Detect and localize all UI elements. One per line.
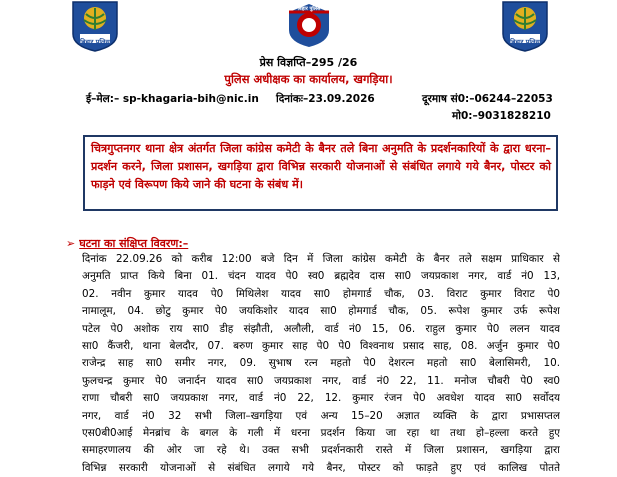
body-line: सा0 कैंजरी, थाना बेलदौर, 07. बरुण कुमार साह पे0 पे0 विश्वनाथ प्रसाद साह, 08. अर्जुन कुमार पे0 [82, 339, 560, 352]
body-line: राजेन्द्र साह सा0 समीर नगर, 09. सुभाष रत्न महतो पे0 देशरत्न महतो सा0 बेलासिमरी, 10. [82, 357, 560, 370]
body-line: 02. नवीन कुमार यादव पे0 मिथिलेश यादव सा0 होमगार्ड चौक, 03. विराट कुमार विराट पे0 [82, 287, 560, 300]
subject-box: चित्रगुप्तनगर थाना क्षेत्र अंतर्गत जिला कांग्रेस कमेटी के बैनर तले बिना अनुमति के प्रदर्शनकारियों के द्वारा धरना–प्रदर्शन करने, जिला प्रशासन, खगड़िया द्वारा विभिन्न सरकारी योजनाओं से संबंधित लगाये गये बैनर, पोस्टर को फाड़ने एवं विरूपण किये जाने की घटना के संबंध में। [83, 135, 558, 211]
body-line: पटेल पे0 अशोक राय सा0 डीह संझौती, अलौली, वार्ड नं0 15, 06. राहुल कुमार पे0 ललन यादव [82, 322, 560, 335]
body-line: नामालूम, 04. छोटु कुमार पे0 जयकिशोर यादव सा0 होमगार्ड चौक, 05. रूपेश कुमार उर्फ रूपेश [82, 305, 560, 318]
body-line: समाहरणालय की ओर जा रहे थे। उक्त सभी प्रदर्शनकारी रास्ते में जिला प्रशासन, खगड़िया द्वारा [82, 444, 560, 457]
mobile-contact: मो0:–9031828210 [452, 110, 551, 122]
body-line: फुलचन्द्र कुमार पे0 जनार्दन यादव सा0 जयप्रकाश नगर, वार्ड नं0 22, 11. मनोज चौबरी पे0 स्व0 [82, 374, 560, 387]
body-line: एस0बी0आई मेनब्रांच के बगल के गली में धरना प्रदर्शन किया जा रहा था तथा हो–हल्ला करते हुए [82, 426, 560, 439]
section-title [66, 236, 188, 251]
center-logo-caption: बिहार पुलिस [297, 6, 321, 12]
release-date: दिनांकः–23.09.2026 [276, 93, 375, 105]
arrow-bullet-icon: ➢ [66, 237, 76, 250]
right-logo-caption: बिहार पुलिस [510, 38, 540, 46]
body-line: विभिन्न सरकारी योजनाओं से संबंधित लगाये गये बैनर, पोस्टर को फाड़ते हुए एवं कालिख पोतते [82, 461, 560, 474]
body-line: नगर, वार्ड नं0 32 सभी जिला–खगड़िया एवं अन्य 15–20 अज्ञात व्यक्ति के द्वारा प्रभासप्तल [82, 409, 560, 422]
phone-contact: दूरमाष सं0:–06244–22053 [422, 93, 553, 105]
left-logo-caption: बिहार पुलिस [80, 38, 110, 46]
incident-description [82, 251, 560, 477]
email-contact: ई–मेल:– sp-khagaria-bih@nic.in [86, 93, 259, 105]
body-line: राणा चौबरी सा0 जयप्रकाश नगर, वार्ड नं0 22, 12. कुमार रंजन पे0 अवधेश यादव सा0 सर्वोदय [82, 392, 560, 405]
office-title: पुलिस अधीक्षक का कार्यालय, खगड़िया। [224, 72, 393, 86]
body-line: अनुमति प्राप्त किये बिना 01. चंदन यादव पे0 स्व0 ब्रह्मदेव दास सा0 जयप्रकाश नगर, वार्ड नं0 13, [82, 270, 560, 283]
press-release-number: प्रेस विज्ञप्ति–295 /26 [259, 56, 358, 69]
body-line: दिनांक 22.09.26 को करीब 12:00 बजे दिन में जिला कांग्रेस कमेटी के बैनर तले सक्षम प्राधिकार से [82, 253, 560, 265]
section-title-text: घटना का संक्षिप्त विवरण:– [79, 237, 189, 250]
